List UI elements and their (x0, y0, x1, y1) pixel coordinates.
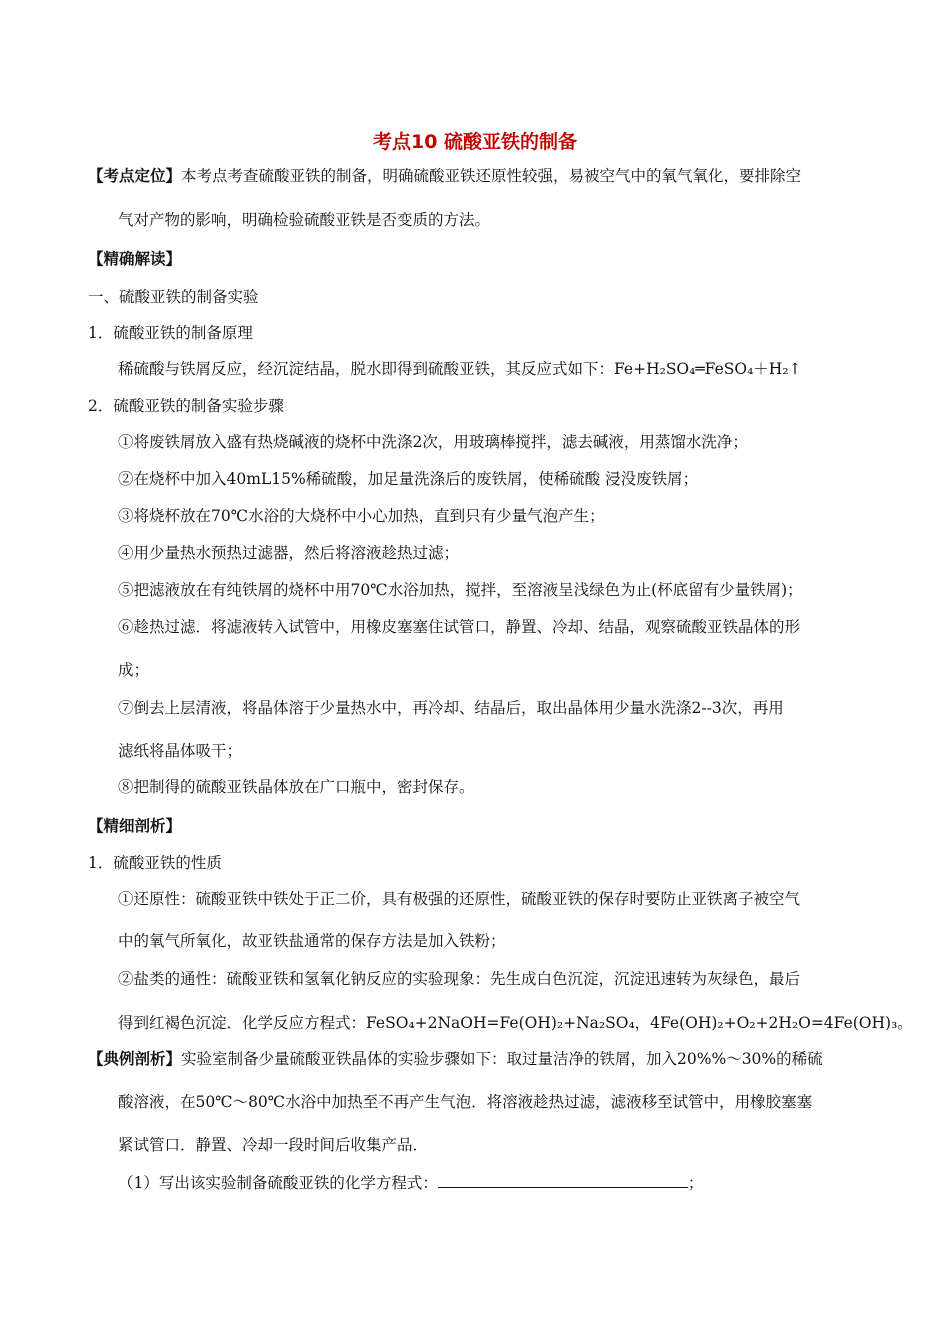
step-line: ②在烧杯中加入40mL15%稀硫酸，加足量洗涤后的废铁屑，使稀硫酸 浸没废铁屑； (118, 470, 699, 488)
step-line: ③将烧杯放在70℃水浴的大烧杯中小心加热，直到只有少量气泡产生； (118, 507, 605, 525)
analysis-line: ②盐类的通性：硫酸亚铁和氢氧化钠反应的实验现象：先生成白色沉淀，沉淀迅速转为灰绿色，最后 (118, 970, 801, 988)
question-1-end: ； (687, 1174, 704, 1192)
item1-title: 1．硫酸亚铁的制备原理 (88, 324, 253, 342)
step-line: ⑧把制得的硫酸亚铁晶体放在广口瓶中，密封保存。 (118, 778, 475, 796)
intro-line-1 (88, 165, 801, 187)
principle-line (118, 358, 802, 380)
analysis-last-text: 得到红褐色沉淀．化学反应方程式： (118, 1014, 367, 1032)
step-line: ⑦倒去上层清液，将晶体溶于少量热水中，再冷却、结晶后，取出晶体用少量水洗涤2--3次，再用 (118, 699, 784, 717)
intro-line-2: 气对产物的影响，明确检验硫酸亚铁是否变质的方法。 (118, 211, 491, 229)
analysis-heading: 【精细剖析】 (88, 817, 182, 835)
principle-equation: Fe+H₂SO₄═FeSO₄＋H₂↑ (614, 360, 802, 378)
example-line-1 (88, 1048, 823, 1070)
principle-text: 稀硫酸与铁屑反应，经沉淀结晶，脱水即得到硫酸亚铁，其反应式如下： (118, 360, 615, 378)
step-line: ⑥趁热过滤．将滤液转入试管中，用橡皮塞塞住试管口，静置、冷却、结晶，观察硫酸亚铁晶体的形 (118, 618, 801, 636)
step-line: 滤纸将晶体吸干； (118, 742, 243, 760)
intro-text-1: 本考点考查硫酸亚铁的制备，明确硫酸亚铁还原性较强，易被空气中的氧气氧化，要排除空 (181, 167, 802, 185)
question-1-text: （1）写出该实验制备硫酸亚铁的化学方程式： (118, 1174, 438, 1192)
item2-title: 2．硫酸亚铁的制备实验步骤 (88, 397, 284, 415)
analysis-equation: FeSO₄+2NaOH=Fe(OH)₂+Na₂SO₄，4Fe(OH)₂+O₂+2H₂O=4Fe(OH)₃。 (366, 1014, 913, 1032)
intro-label: 【考点定位】 (88, 167, 182, 185)
part1-title: 一、硫酸亚铁的制备实验 (88, 288, 259, 306)
step-line: ①将废铁屑放入盛有热烧碱液的烧杯中洗涤2次，用玻璃棒搅拌，滤去碱液，用蒸馏水洗净； (118, 433, 748, 451)
page-title: 考点10 硫酸亚铁的制备 (372, 131, 578, 153)
step-line: ⑤把滤液放在有纯铁屑的烧杯中用70℃水浴加热，搅拌，至溶液呈浅绿色为止(杯底留有少量铁屑)； (118, 581, 803, 599)
step-line: ④用少量热水预热过滤器，然后将溶液趁热过滤； (118, 544, 460, 562)
analysis-line: 中的氧气所氧化，故亚铁盐通常的保存方法是加入铁粉； (118, 932, 506, 950)
analysis-line: ①还原性：硫酸亚铁中铁处于正二价，具有极强的还原性，硫酸亚铁的保存时要防止亚铁离子被空气 (118, 890, 801, 908)
analysis-last-line (118, 1012, 913, 1034)
analysis-item1-title: 1．硫酸亚铁的性质 (88, 854, 222, 872)
interpret-heading: 【精确解读】 (88, 250, 182, 268)
question-1 (118, 1172, 703, 1194)
step-line: 成； (118, 661, 150, 679)
example-text-1: 实验室制备少量硫酸亚铁晶体的实验步骤如下：取过量洁净的铁屑，加入20%%～30%的稀硫 (181, 1050, 823, 1068)
example-line-3: 紧试管口．静置、冷却一段时间后收集产品． (118, 1136, 429, 1154)
example-line-2: 酸溶液，在50℃～80℃水浴中加热至不再产生气泡．将溶液趁热过滤，滤液移至试管中，用橡胶塞塞 (118, 1093, 813, 1111)
answer-blank[interactable] (438, 1172, 688, 1188)
example-label: 【典例剖析】 (88, 1050, 182, 1068)
